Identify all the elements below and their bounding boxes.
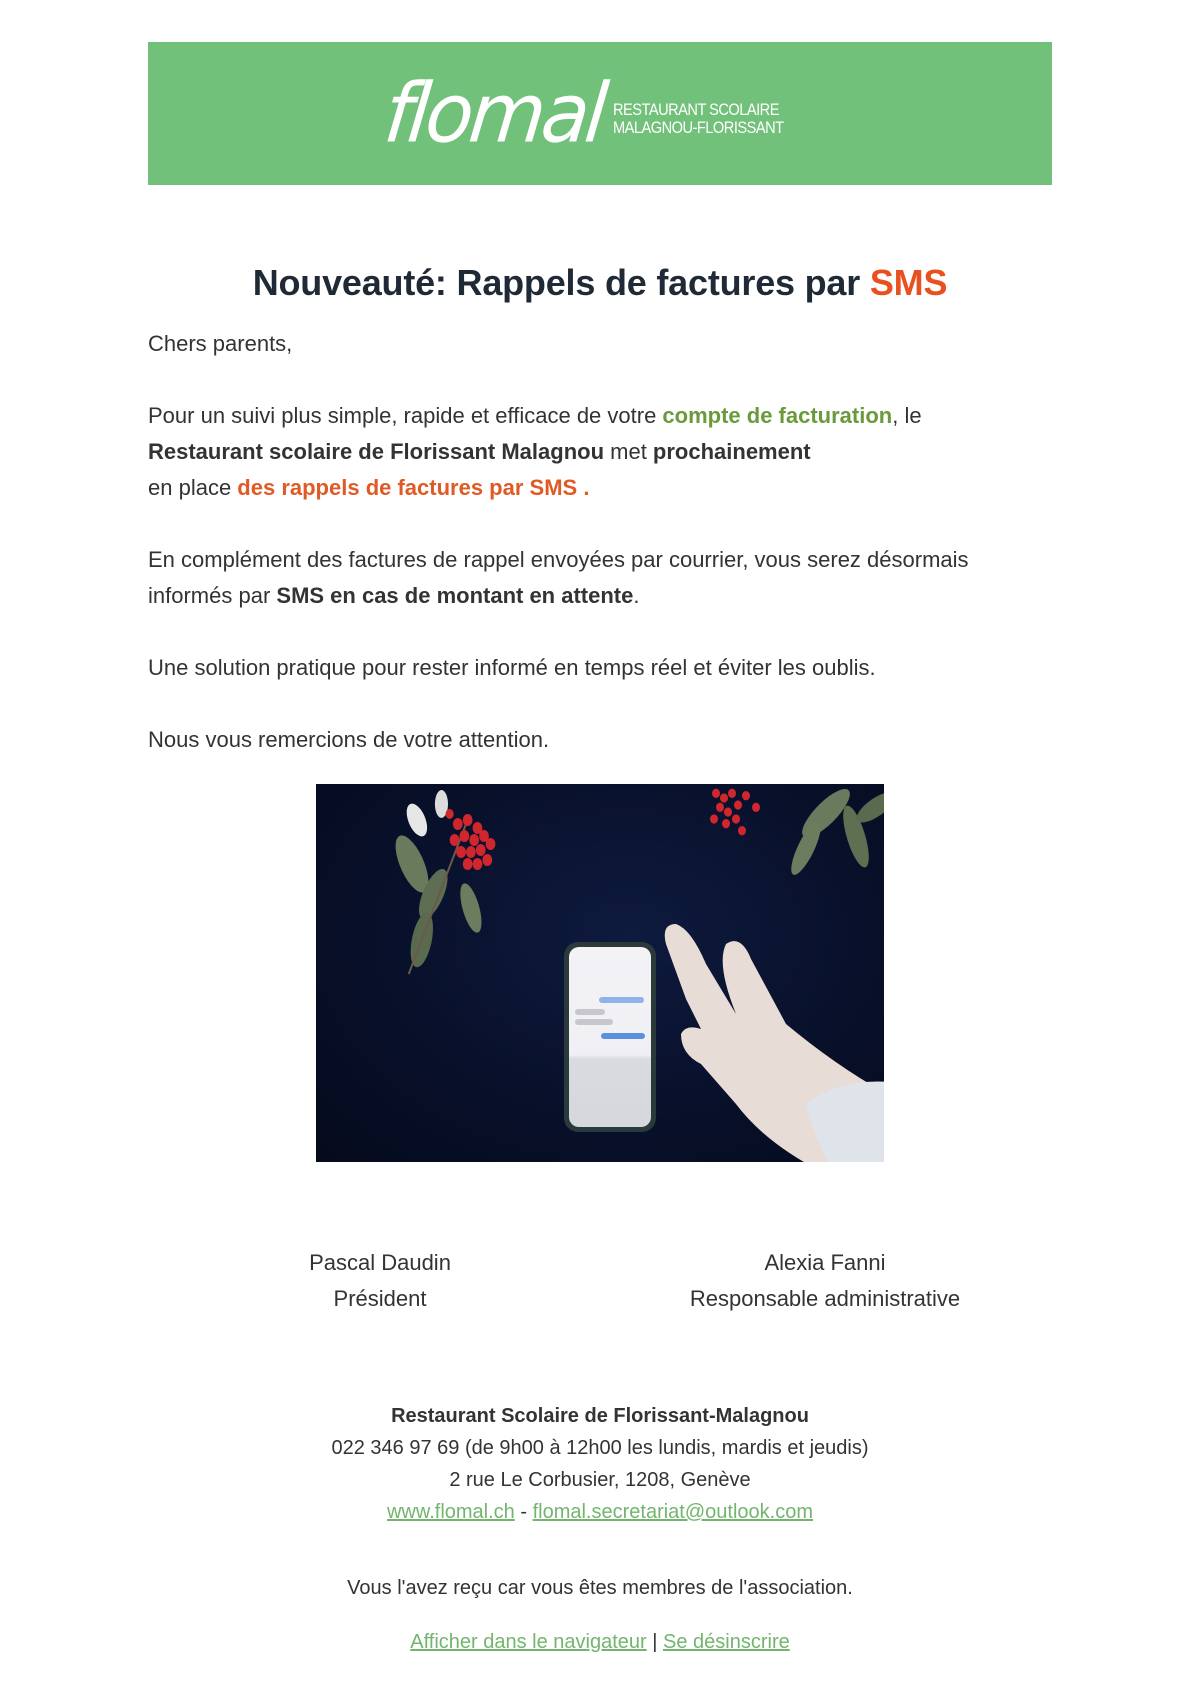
footer-address: 2 rue Le Corbusier, 1208, Genève: [449, 1469, 751, 1491]
signature-name: Pascal Daudin: [309, 1250, 451, 1275]
footer-links: [148, 1496, 1052, 1528]
billing-account-highlight: compte de facturation: [662, 403, 893, 428]
logo-wordmark: flomal: [379, 66, 608, 161]
paragraph-practical: Une solution pratique pour rester informé en temps réel et éviter les oublis.: [148, 655, 876, 680]
text: en place: [148, 475, 238, 500]
text: En complément des factures de rappel envoyées par courrier, vous serez désormais: [148, 547, 969, 572]
footer-contact: [148, 1400, 1052, 1528]
unsubscribe-link[interactable]: Se désinscrire: [663, 1631, 790, 1653]
signature-role: Président: [333, 1286, 427, 1311]
greeting: Chers parents,: [148, 331, 293, 356]
flomal-logo: [379, 66, 812, 161]
signature-role: Responsable administrative: [689, 1286, 961, 1311]
signature-name: Alexia Fanni: [764, 1250, 886, 1275]
sms-pending-bold: SMS en cas de montant en attente: [276, 583, 634, 608]
title-text: Nouveauté: Rappels de factures par: [252, 262, 870, 303]
signature-admin: [655, 1245, 995, 1317]
paragraph-complement: [148, 542, 1068, 614]
footer-phone: 022 346 97 69 (de 9h00 à 12h00 les lundis, mardis et jeudis): [331, 1437, 869, 1459]
hand-illustration: [646, 904, 884, 1162]
link-separator: -: [514, 1501, 533, 1523]
page-title: [148, 262, 1052, 304]
phone-screen: [569, 947, 651, 1127]
header-banner: [148, 42, 1052, 185]
view-in-browser-link[interactable]: Afficher dans le navigateur: [410, 1631, 647, 1653]
text: met: [604, 439, 653, 464]
email-link[interactable]: flomal.secretariat@outlook.com: [532, 1501, 813, 1523]
footer-org-name: Restaurant Scolaire de Florissant-Malagnou: [391, 1405, 809, 1427]
paragraph-thanks: Nous vous remercions de votre attention.: [148, 727, 550, 752]
website-link[interactable]: www.flomal.ch: [386, 1501, 515, 1523]
text: informés par: [148, 583, 277, 608]
membership-note: Vous l'avez reçu car vous êtes membres de l'association.: [347, 1577, 853, 1599]
sms-phone-photo: [316, 784, 884, 1162]
pipe-separator: |: [646, 1631, 664, 1653]
sms-reminders-highlight: des rappels de factures par SMS .: [237, 475, 590, 500]
logo-tagline: [613, 101, 784, 137]
logo-tagline-line-1: RESTAURANT SCOLAIRE: [613, 99, 779, 119]
paragraph-intro: [148, 398, 1068, 506]
smartphone-illustration: [564, 942, 656, 1132]
text: Pour un suivi plus simple, rapide et efficace de votre: [148, 403, 663, 428]
signature-president: [230, 1245, 530, 1317]
soon-bold: prochainement: [652, 439, 811, 464]
footer-actions: [148, 1626, 1052, 1658]
berries-left-illustration: [376, 784, 556, 984]
restaurant-name-bold: Restaurant scolaire de Florissant Malagnou: [148, 439, 605, 464]
text: .: [633, 583, 640, 608]
title-accent: SMS: [869, 262, 948, 303]
berries-right-illustration: [706, 784, 884, 924]
text: , le: [892, 403, 922, 428]
logo-tagline-line-2: MALAGNOU-FLORISSANT: [613, 117, 784, 137]
